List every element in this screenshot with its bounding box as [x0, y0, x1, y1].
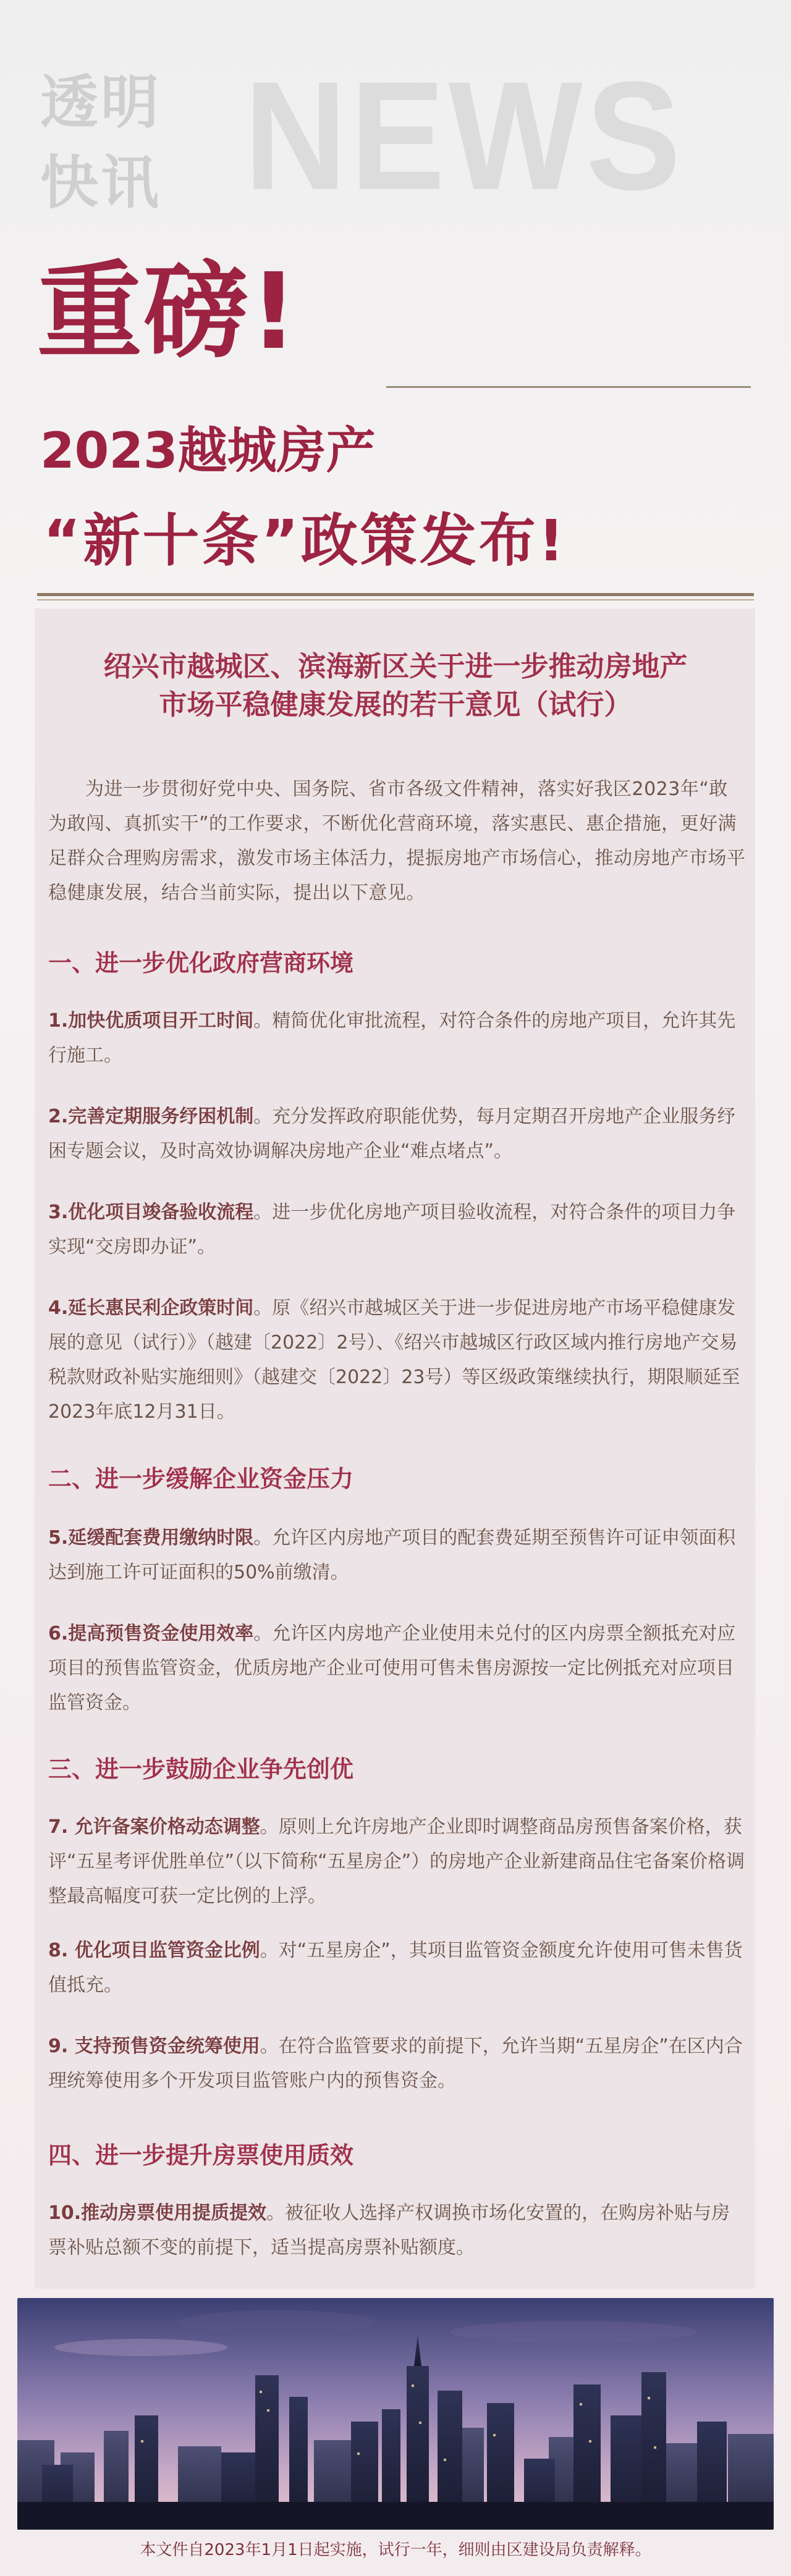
policy-item-body: 。进一步优化房地产项目验收流程，对符合条件的项目力争实现“交房即办证”。: [48, 1202, 736, 1258]
city-skyline-image: [17, 2298, 774, 2530]
policy-item: [48, 1004, 747, 1073]
policy-item-body: 。精简优化审批流程，对符合条件的房地产项目，允许其先行施工。: [48, 1010, 736, 1066]
section-title: 一、进一步优化政府营商环境: [48, 949, 354, 977]
policy-item-body: 。充分发挥政府职能优势，每月定期召开房地产企业服务纾困专题会议，及时高效协调解决房地产企业“难点堵点”。: [48, 1106, 736, 1162]
policy-item: [48, 1521, 747, 1590]
policy-item: [48, 1291, 747, 1429]
document-title-line-2: 市场平稳健康发展的若干意见（试行）: [159, 688, 632, 721]
header-divider: [37, 593, 754, 596]
policy-item-lead: 3.优化项目竣备验收流程: [48, 1202, 254, 1223]
policy-item: [48, 1100, 747, 1169]
header-divider-thin: [37, 599, 754, 600]
headline-rule: [386, 386, 751, 388]
policy-item: [48, 2196, 747, 2265]
document-title-line-1: 绍兴市越城区、滨海新区关于进一步推动房地产: [103, 650, 688, 683]
policy-item: [48, 1617, 747, 1720]
section-title: 二、进一步缓解企业资金压力: [48, 1465, 354, 1492]
policy-item-lead: 2.完善定期服务纾困机制: [48, 1106, 254, 1127]
section-title: 四、进一步提升房票使用质效: [48, 2142, 354, 2169]
brand-line-1: 透明: [40, 69, 162, 137]
intro-paragraph: 为进一步贯彻好党中央、国务院、省市各级文件精神，落实好我区2023年“敢为敢闯、真抓实干”的工作要求，不断优化营商环境，落实惠民、惠企措施，更好满足群众合理购房需求，激发市场主体活力，提振房地产市场信心，推动房地产市场平稳健康发展，结合当前实际，提出以下意见。: [48, 778, 746, 904]
policy-item-lead: 8. 优化项目监管资金比例: [48, 1940, 260, 1961]
policy-item-body: 。原则上允许房地产企业即时调整商品房预售备案价格，获评“五星考评优胜单位”（以下简称“五星房企”）的房地产企业新建商品住宅备案价格调整最高幅度可获一定比例的上浮。: [48, 1816, 745, 1907]
subtitle-line-1: 2023越城房产: [40, 422, 376, 479]
news-watermark: NEWS: [244, 49, 685, 222]
policy-item: [48, 1810, 747, 1914]
policy-item-body: 。允许区内房地产企业使用未兑付的区内房票全额抵充对应项目的预售监管资金，优质房地产企业可使用可售未售房源按一定比例抵充对应项目监管资金。: [48, 1623, 736, 1714]
policy-item-lead: 9. 支持预售资金统筹使用: [48, 2035, 260, 2057]
policy-item-lead: 4.延长惠民利企政策时间: [48, 1297, 254, 1319]
brand-line-2: 快讯: [40, 149, 162, 217]
policy-item-lead: 5.延缓配套费用缴纳时限: [48, 1527, 254, 1549]
footer-note: 本文件自2023年1月1日起实施，试行一年，细则由区建设局负责解释。: [140, 2541, 651, 2559]
subtitle-line-2: “新十条”政策发布!: [43, 508, 567, 574]
section-title: 三、进一步鼓励企业争先创优: [48, 1756, 354, 1783]
policy-item: [48, 1195, 747, 1265]
policy-item-lead: 10.推动房票使用提质提效: [48, 2202, 267, 2224]
document-title: [49, 647, 742, 724]
policy-item-body: 。允许区内房地产项目的配套费延期至预售许可证申领面积达到施工许可证面积的50%前缴清。: [48, 1527, 736, 1583]
policy-item-body: 。对“五星房企”，其项目监管资金额度允许使用可售未售货值抵充。: [48, 1940, 743, 1996]
policy-item-lead: 1.加快优质项目开工时间: [48, 1010, 254, 1032]
policy-item-body: 。在符合监管要求的前提下，允许当期“五星房企”在区内合理统筹使用多个开发项目监管账户内的预售资金。: [48, 2035, 743, 2092]
policy-item-lead: 6.提高预售资金使用效率: [48, 1623, 254, 1644]
headline: 重磅!: [37, 251, 299, 373]
policy-item: [48, 2029, 747, 2098]
policy-item-body: 。被征收人选择产权调换市场化安置的，在购房补贴与房票补贴总额不变的前提下，适当提高房票补贴额度。: [48, 2202, 730, 2258]
policy-item-lead: 7. 允许备案价格动态调整: [48, 1816, 260, 1838]
policy-item-body: 。原《绍兴市越城区关于进一步促进房地产市场平稳健康发展的意见（试行）》（越建〔2022〕2号）、《绍兴市越城区行政区域内推行房地产交易税款财政补贴实施细则》（越建交〔2022〕23号）等区级政策继续执行，期限顺延至2023年底12月31日。: [48, 1297, 740, 1423]
policy-item: [48, 1934, 747, 2003]
